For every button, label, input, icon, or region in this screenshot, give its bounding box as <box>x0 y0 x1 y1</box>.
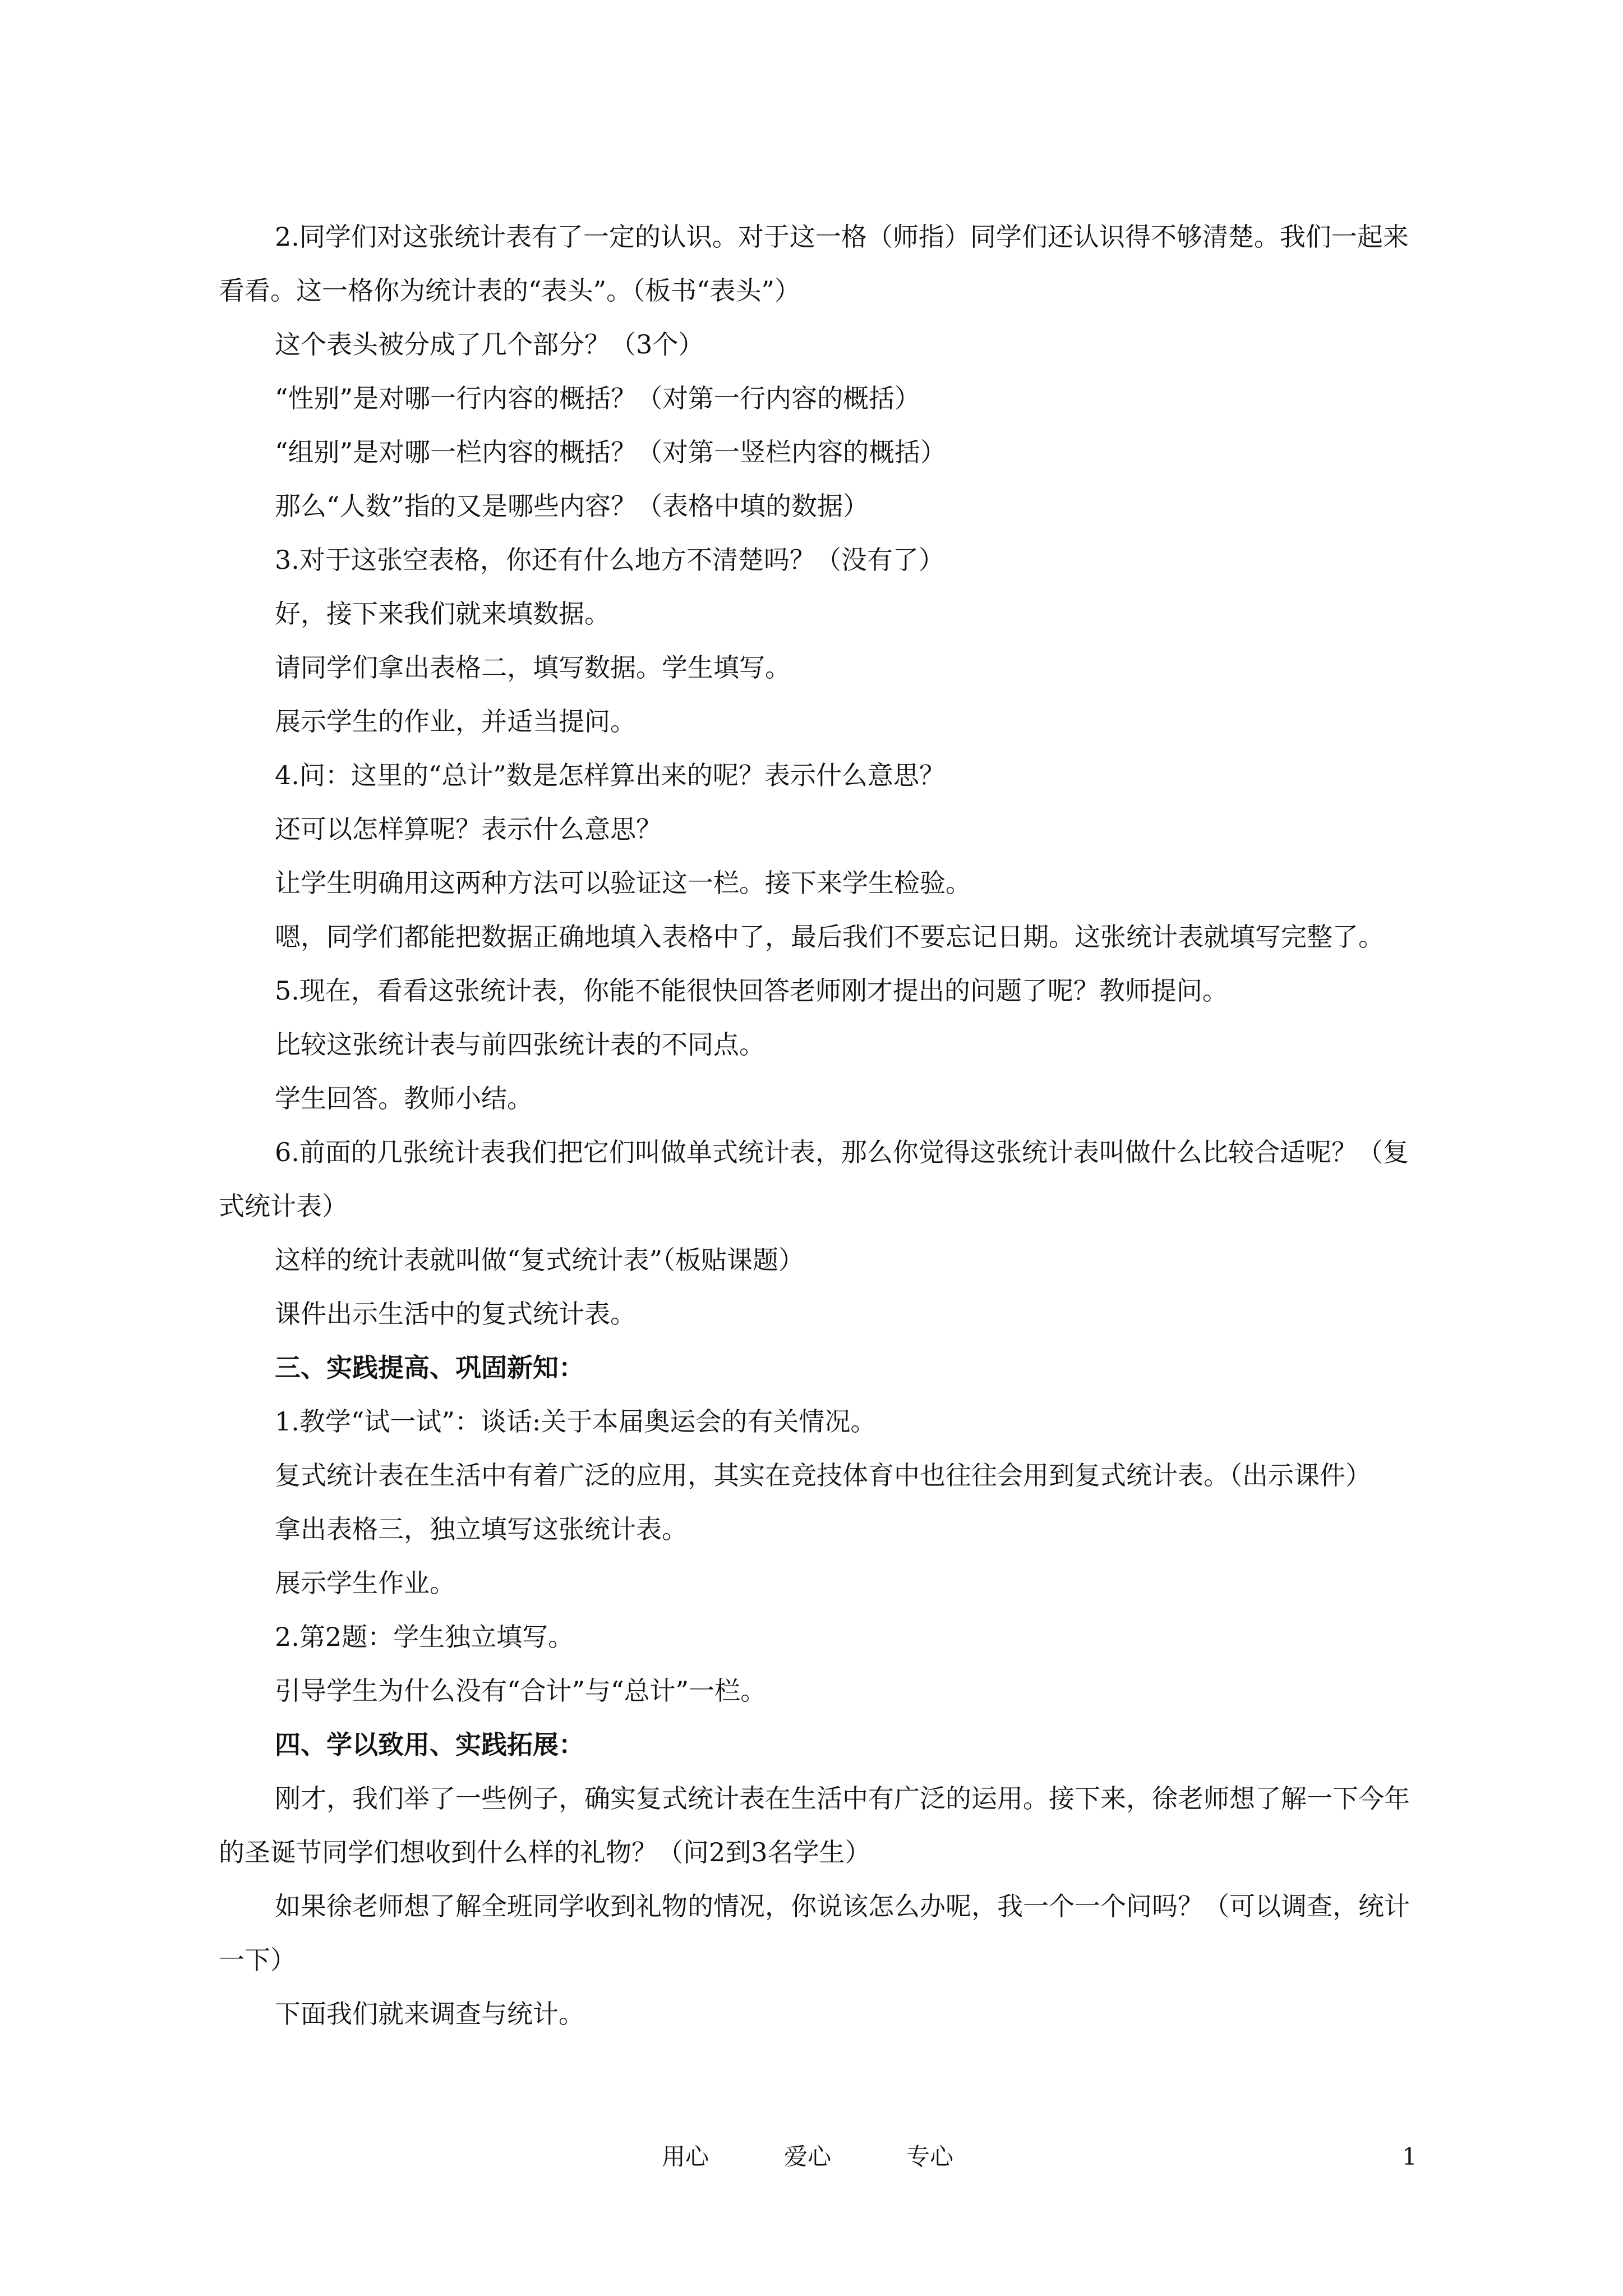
paragraph: 学生回答。教师小结。 <box>275 1083 533 1114</box>
section-heading: 三、实践提高、巩固新知： <box>275 1352 584 1383</box>
paragraph: 请同学们拿出表格二，填写数据。学生填写。 <box>275 652 791 683</box>
footer-motto-2: 爱心 <box>783 2143 831 2170</box>
paragraph: 6.前面的几张统计表我们把它们叫做单式统计表，那么你觉得这张统计表叫做什么比较合适呢？（复式统计表） <box>219 1137 1409 1221</box>
paragraph: 那么“人数”指的又是哪些内容？（表格中填的数据） <box>275 491 869 521</box>
page-number: 1 <box>1402 2143 1417 2170</box>
paragraph: 比较这张统计表与前四张统计表的不同点。 <box>275 1029 765 1060</box>
paragraph: 课件出示生活中的复式统计表。 <box>275 1299 636 1329</box>
paragraph: 下面我们就来调查与统计。 <box>275 1999 584 2029</box>
paragraph: 1.教学“试一试”：谈话:关于本届奥运会的有关情况。 <box>275 1406 877 1437</box>
footer-motto-3: 专心 <box>906 2143 953 2170</box>
paragraph: 展示学生的作业，并适当提问。 <box>275 706 636 737</box>
paragraph: 这样的统计表就叫做“复式统计表”（板贴课题） <box>275 1245 805 1275</box>
page-footer <box>0 2140 1623 2174</box>
paragraph: 3.对于这张空表格，你还有什么地方不清楚吗？（没有了） <box>275 545 944 575</box>
paragraph: 2.第2题：学生独立填写。 <box>275 1622 574 1652</box>
paragraph: “性别”是对哪一行内容的概括？（对第一行内容的概括） <box>275 383 921 413</box>
paragraph: 展示学生作业。 <box>275 1568 455 1598</box>
paragraph: “组别”是对哪一栏内容的概括？（对第一竖栏内容的概括） <box>275 437 947 467</box>
paragraph: 5.现在，看看这张统计表，你能不能很快回答老师刚才提出的问题了呢？教师提问。 <box>275 976 1228 1006</box>
paragraph: 拿出表格三，独立填写这张统计表。 <box>275 1514 688 1544</box>
paragraph: 如果徐老师想了解全班同学收到礼物的情况，你说该怎么办呢，我一个一个问吗？（可以调查，统计一下） <box>219 1891 1410 1975</box>
paragraph: 好，接下来我们就来填数据。 <box>275 599 610 629</box>
paragraph: 嗯，同学们都能把数据正确地填入表格中了，最后我们不要忘记日期。这张统计表就填写完整了。 <box>275 922 1384 952</box>
footer-motto-1: 用心 <box>662 2143 709 2170</box>
paragraph: 复式统计表在生活中有着广泛的应用，其实在竞技体育中也往往会用到复式统计表。（出示课件） <box>275 1460 1371 1490</box>
footer-motto <box>662 2140 953 2174</box>
paragraph: 4.问：这里的“总计”数是怎样算出来的呢？表示什么意思？ <box>275 760 945 790</box>
paragraph: 让学生明确用这两种方法可以验证这一栏。接下来学生检验。 <box>275 868 971 898</box>
paragraph: 这个表头被分成了几个部分？（3个） <box>275 329 704 360</box>
section-heading: 四、学以致用、实践拓展： <box>275 1729 584 1760</box>
document-body <box>219 210 1433 2041</box>
paragraph: 还可以怎样算呢？表示什么意思？ <box>275 814 662 844</box>
paragraph: 刚才，我们举了一些例子，确实复式统计表在生活中有广泛的运用。接下来，徐老师想了解一下今年的圣诞节同学们想收到什么样的礼物？（问2到3名学生） <box>219 1783 1410 1867</box>
paragraph: 引导学生为什么没有“合计”与“总计”一栏。 <box>275 1676 767 1706</box>
paragraph: 2.同学们对这张统计表有了一定的认识。对于这一格（师指）同学们还认识得不够清楚。我们一起来看看。这一格你为统计表的“表头”。（板书“表头”） <box>219 222 1409 306</box>
